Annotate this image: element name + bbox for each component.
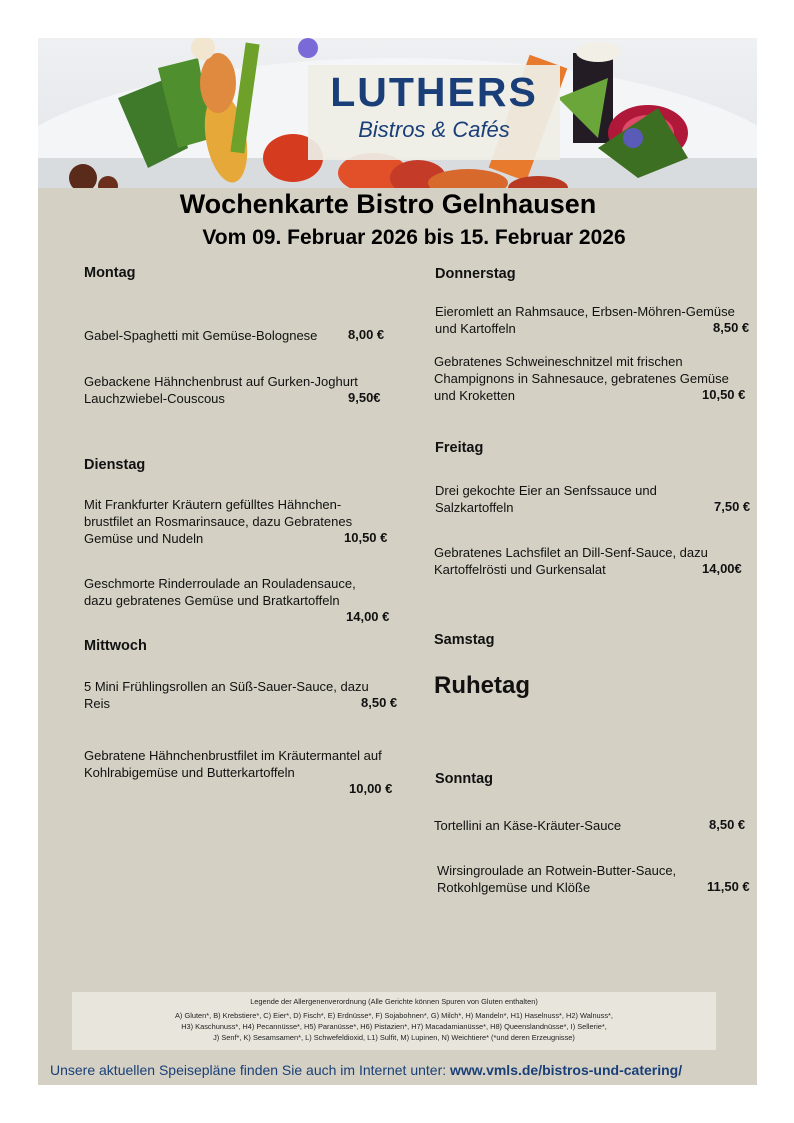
dish-text: Tortellini an Käse-Kräuter-Sauce <box>434 818 622 833</box>
dish-text: Gebratenes Lachsfilet an Dill-Senf-Sauce, dazu Kartoffelrösti und Gurkensalat <box>434 545 708 577</box>
dish-text: Eieromlett an Rahmsauce, Erbsen-Möhren-Gemüse und Kartoffeln <box>435 304 735 336</box>
legend-line: H3) Kaschunuss*, H4) Pecannüsse*, H5) Paranüsse*, H6) Pistazien*, H7) Macadamianüsse*, H8) Queenslandnüsse*, I) Sellerie*, <box>181 1022 607 1031</box>
dish-price: 7,50 € <box>714 499 751 514</box>
day-heading-donnerstag: Donnerstag <box>435 266 516 282</box>
dish-text: Gebackene Hähnchenbrust auf Gurken-Joghurt Lauchzwiebel-Couscous <box>84 374 358 406</box>
dish-text: Gebratene Hähnchenbrustfilet im Kräutermantel auf Kohlrabigemüse und Butterkartoffeln <box>84 748 382 780</box>
date-range: Vom 09. Februar 2026 bis 15. Februar 2026 <box>202 226 626 249</box>
day-heading-freitag: Freitag <box>435 440 484 456</box>
logo <box>308 65 560 160</box>
dish-price: 10,50 € <box>702 387 746 402</box>
legend-title: Legende der Allergenenverordnung (Alle Gerichte können Spuren von Gluten enthalten) <box>250 997 538 1006</box>
dish-text: Gabel-Spaghetti mit Gemüse-Bolognese <box>84 328 318 343</box>
day-heading-montag: Montag <box>84 265 136 281</box>
closed-label: Ruhetag <box>434 672 530 699</box>
dish-price: 14,00 € <box>346 609 390 624</box>
dish-text: Mit Frankfurter Kräutern gefülltes Hähnchen-brustfilet an Rosmarinsauce, dazu Gebratenes Gemüse und Nudeln <box>84 497 353 546</box>
dish-price: 9,50€ <box>348 390 381 405</box>
dish-text: 5 Mini Frühlingsrollen an Süß-Sauer-Sauce, dazu Reis <box>84 679 369 711</box>
legend-line: J) Senf*, K) Sesamsamen*, L) Schwefeldioxid, L1) Sulfit, M) Lupinen, N) Weichtiere* (*und deren Erzeugnisse) <box>213 1033 575 1042</box>
dish-price: 8,50 € <box>713 320 750 335</box>
dish-text: Drei gekochte Eier an Senfssauce und Salzkartoffeln <box>435 483 657 515</box>
page-title: Wochenkarte Bistro Gelnhausen <box>179 189 597 219</box>
footer-note <box>50 1062 750 1078</box>
dish-price: 8,00 € <box>348 327 385 342</box>
dish-text: Gebratenes Schweineschnitzel mit frischen Champignons in Sahnesauce, gebratenes Gemüse und Kroketten <box>434 354 729 403</box>
day-heading-dienstag: Dienstag <box>84 457 146 473</box>
food-banner-image <box>38 38 757 188</box>
footer-link[interactable]: www.vmls.de/bistros-und-catering/ <box>450 1062 683 1078</box>
logo-wordmark: LUTHERS <box>330 69 538 115</box>
logo-tagline: Bistros & Cafés <box>358 117 510 142</box>
dish-text: Geschmorte Rinderroulade an Rouladensauce, dazu gebratenes Gemüse und Bratkartoffeln <box>84 576 356 608</box>
dish-price: 8,50 € <box>361 695 398 710</box>
dish-price: 11,50 € <box>707 879 750 894</box>
day-heading-sonntag: Sonntag <box>435 771 493 787</box>
legend-line: A) Gluten*, B) Krebstiere*, C) Eier*, D) Fisch*, E) Erdnüsse*, F) Sojabohnen*, G) Milch*, H) Mandeln*, H1) Haselnuss*, H2) Walnuss*, <box>175 1011 613 1020</box>
dish-price: 10,50 € <box>344 530 388 545</box>
dish-price: 10,00 € <box>349 781 393 796</box>
footer-text: Unsere aktuellen Speisepläne finden Sie auch im Internet unter: <box>50 1062 451 1078</box>
dish-text: Wirsingroulade an Rotwein-Butter-Sauce, Rotkohlgemüse und Klöße <box>437 863 677 895</box>
day-heading-samstag: Samstag <box>434 632 495 648</box>
day-heading-mittwoch: Mittwoch <box>84 638 147 654</box>
dish-price: 14,00€ <box>702 561 742 576</box>
dish-price: 8,50 € <box>709 817 746 832</box>
allergen-legend <box>72 992 716 1050</box>
